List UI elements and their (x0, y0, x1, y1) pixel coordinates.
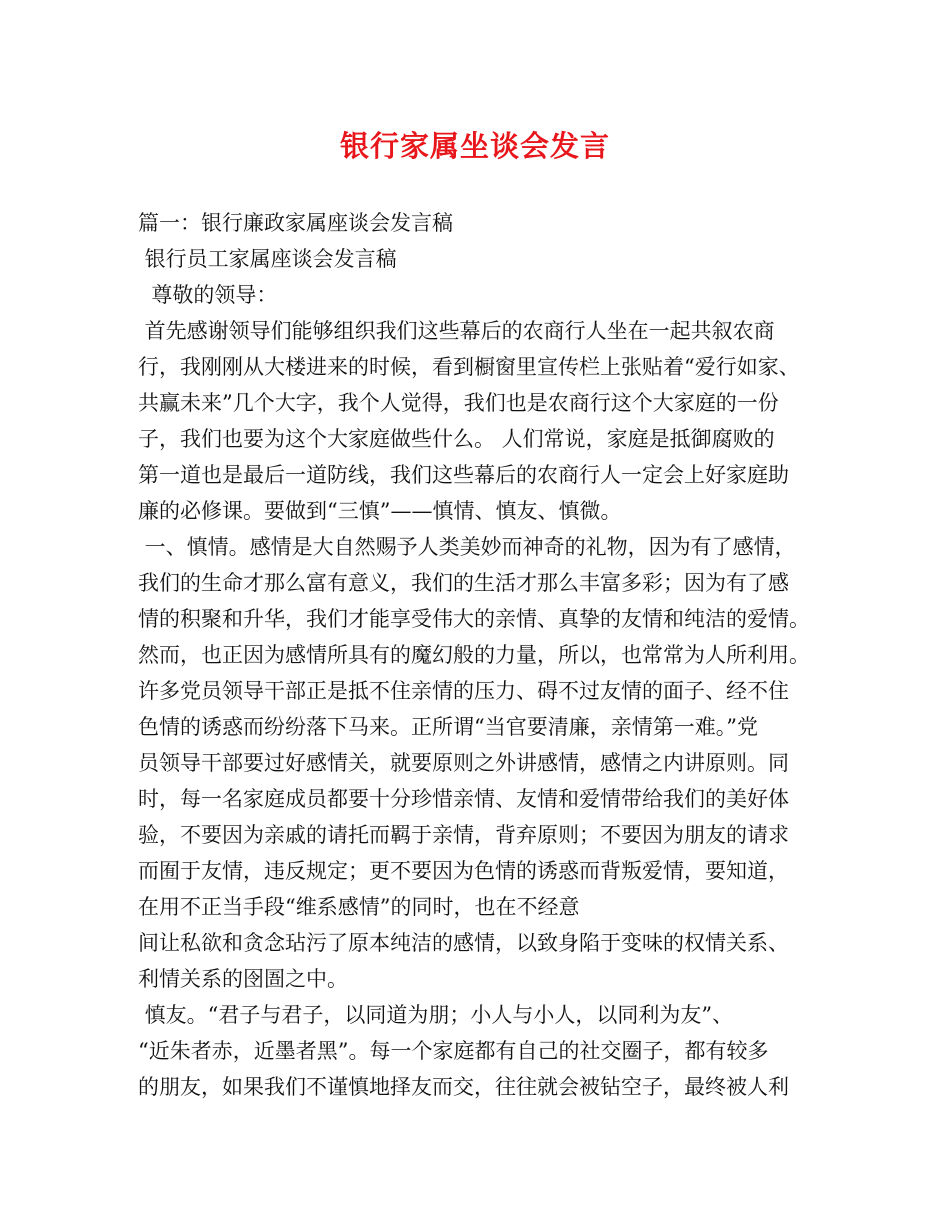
text-line: 许多党员领导干部正是抵不住亲情的压力、碍不过友情的面子、经不住 (138, 679, 789, 703)
text-line: 验，不要因为亲戚的请托而羁于亲情，背弃原则；不要因为朋友的请求 (138, 823, 789, 847)
text-line: 的朋友，如果我们不谨慎地择友而交，往往就会被钻空子，最终被人利 (138, 1075, 789, 1099)
text-line: 尊敬的领导： (138, 283, 278, 307)
text-line: 篇一：银行廉政家属座谈会发言稿 (138, 211, 453, 235)
text-line: 间让私欲和贪念玷污了原本纯洁的感情，以致身陷于变味的权情关系、 (138, 931, 789, 955)
text-line: 银行员工家属座谈会发言稿 (138, 247, 397, 271)
text-line: 我们的生命才那么富有意义，我们的生活才那么丰富多彩；因为有了感 (138, 571, 789, 595)
text-line: 慎友。“君子与君子，以同道为朋；小人与小人，以同利为友”、 (138, 1003, 734, 1027)
text-line: 共赢未来”几个大字，我个人觉得，我们也是农商行这个大家庭的一份 (138, 391, 779, 415)
text-line: 廉的必修课。要做到“三慎”——慎情、慎友、慎微。 (138, 499, 622, 523)
text-line: 利情关系的囹圄之中。 (138, 967, 348, 991)
document-body (138, 205, 828, 1105)
text-line: 时，每一名家庭成员都要十分珍惜亲情、友情和爱情带给我们的美好体 (138, 787, 789, 811)
text-line: 在用不正当手段“维系感情”的同时，也在不经意 (138, 895, 580, 919)
text-line: 首先感谢领导们能够组织我们这些幕后的农商行人坐在一起共叙农商 (138, 319, 775, 343)
text-line: 子，我们也要为这个大家庭做些什么。 人们常说，家庭是抵御腐败的 (138, 427, 775, 451)
text-line: “近朱者赤，近墨者黑”。每一个家庭都有自己的社交圈子，都有较多 (138, 1039, 769, 1063)
document-title: 银行家属坐谈会发言 (339, 129, 610, 163)
text-line: 一、慎情。感情是大自然赐予人类美妙而神奇的礼物，因为有了感情， (138, 535, 796, 559)
text-line: 行，我刚刚从大楼进来的时候，看到橱窗里宣传栏上张贴着“爱行如家、 (138, 355, 800, 379)
text-line: 情的积聚和升华，我们才能享受伟大的亲情、真挚的友情和纯洁的爱情。 (138, 607, 810, 631)
text-line: 第一道也是最后一道防线，我们这些幕后的农商行人一定会上好家庭助 (138, 463, 789, 487)
text-line: 色情的诱惑而纷纷落下马来。正所谓“当官要清廉，亲情第一难。”党 (138, 715, 758, 739)
text-line: 而囿于友情，违反规定；更不要因为色情的诱惑而背叛爱情，要知道， (138, 859, 789, 883)
text-line: 员领导干部要过好感情关，就要原则之外讲感情，感情之内讲原则。同 (138, 751, 789, 775)
text-line: 然而，也正因为感情所具有的魔幻般的力量，所以，也常常为人所利用。 (138, 643, 810, 667)
